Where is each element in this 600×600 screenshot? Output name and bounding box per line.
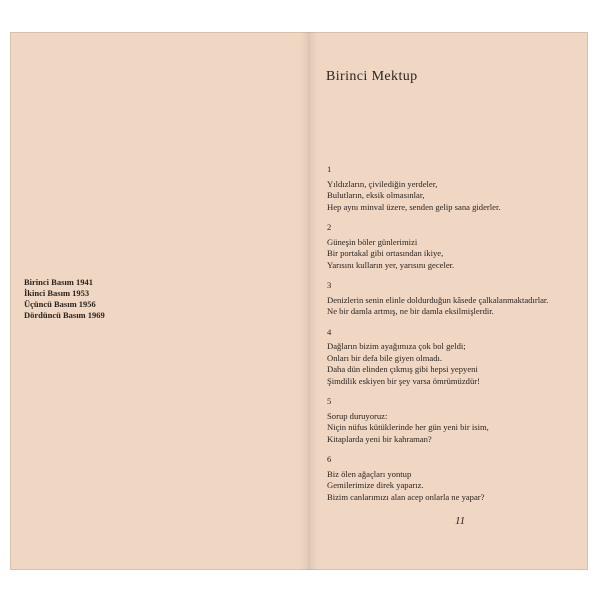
stanza-number: 6	[327, 454, 332, 464]
poem-line: Kitaplarda yeni bir kahraman?	[327, 433, 432, 444]
stanza	[327, 396, 582, 445]
poem-line: Denizlerin senin elinle doldurduğun kâsede çalkalanmaktadırlar.	[327, 294, 549, 305]
stanza-number: 2	[327, 222, 332, 232]
right-page	[309, 32, 588, 570]
stanza	[327, 222, 582, 271]
stanza-number: 5	[327, 396, 332, 406]
poem-line: Yıldızların, çivilediğin yerdeler,	[327, 178, 438, 189]
stanza	[327, 164, 582, 213]
poem-line: Hep aynı minval üzere, senden gelip sana giderler.	[327, 201, 501, 212]
stanza	[327, 327, 582, 388]
poem-line: Sorup duruyoruz:	[327, 410, 388, 421]
poem-title: Birinci Mektup	[326, 69, 418, 84]
edition-line: İkinci Basım 1953	[24, 288, 90, 298]
stanza	[327, 280, 582, 318]
stanza-number: 3	[327, 280, 332, 290]
poem-line: Dağların bizim ayağımıza çok bol geldi;	[327, 341, 466, 351]
poem-line: Ne bir damla artmış, ne bir damla eksilmişlerdir.	[327, 306, 494, 316]
open-book	[10, 32, 588, 570]
poem-body	[327, 164, 582, 512]
edition-line: Birinci Basım 1941	[24, 277, 93, 287]
poem-line: Biz ölen ağaçları yontup	[327, 468, 412, 479]
poem-line: Yarısını kulların yer, yarısını geceler.	[327, 259, 455, 270]
poem-line: Bulutların, eksik olmasınlar,	[327, 190, 425, 200]
stanza-number: 4	[327, 326, 332, 337]
stanza	[327, 454, 582, 503]
edition-line: Üçüncü Basım 1956	[24, 299, 96, 309]
poem-line: Daha dün elinden çıkmış gibi hepsi yepyeni	[327, 364, 478, 374]
left-page	[10, 32, 309, 570]
stanza-number: 1	[327, 164, 332, 174]
edition-line: Dördüncü Basım 1969	[24, 310, 105, 320]
poem-line: Güneşin böler günlerimizi	[327, 236, 418, 247]
edition-list	[24, 277, 105, 321]
poem-line: Onları bir defa bile giyen olmadı.	[327, 352, 443, 363]
poem-line: Bizim canlarımızı alan acep onlarla ne yapar?	[327, 491, 485, 502]
poem-line: Şimdilik eskiyen bir şey varsa ömrümüzdür!	[327, 375, 480, 386]
poem-line: Niçin nüfus kütüklerinde her gün yeni bir isim,	[327, 422, 489, 432]
poem-line: Bir portakal gibi ortasından ikiye,	[327, 248, 444, 258]
poem-line: Gemilerimize direk yaparız.	[327, 480, 424, 490]
page-number: 11	[455, 515, 466, 527]
